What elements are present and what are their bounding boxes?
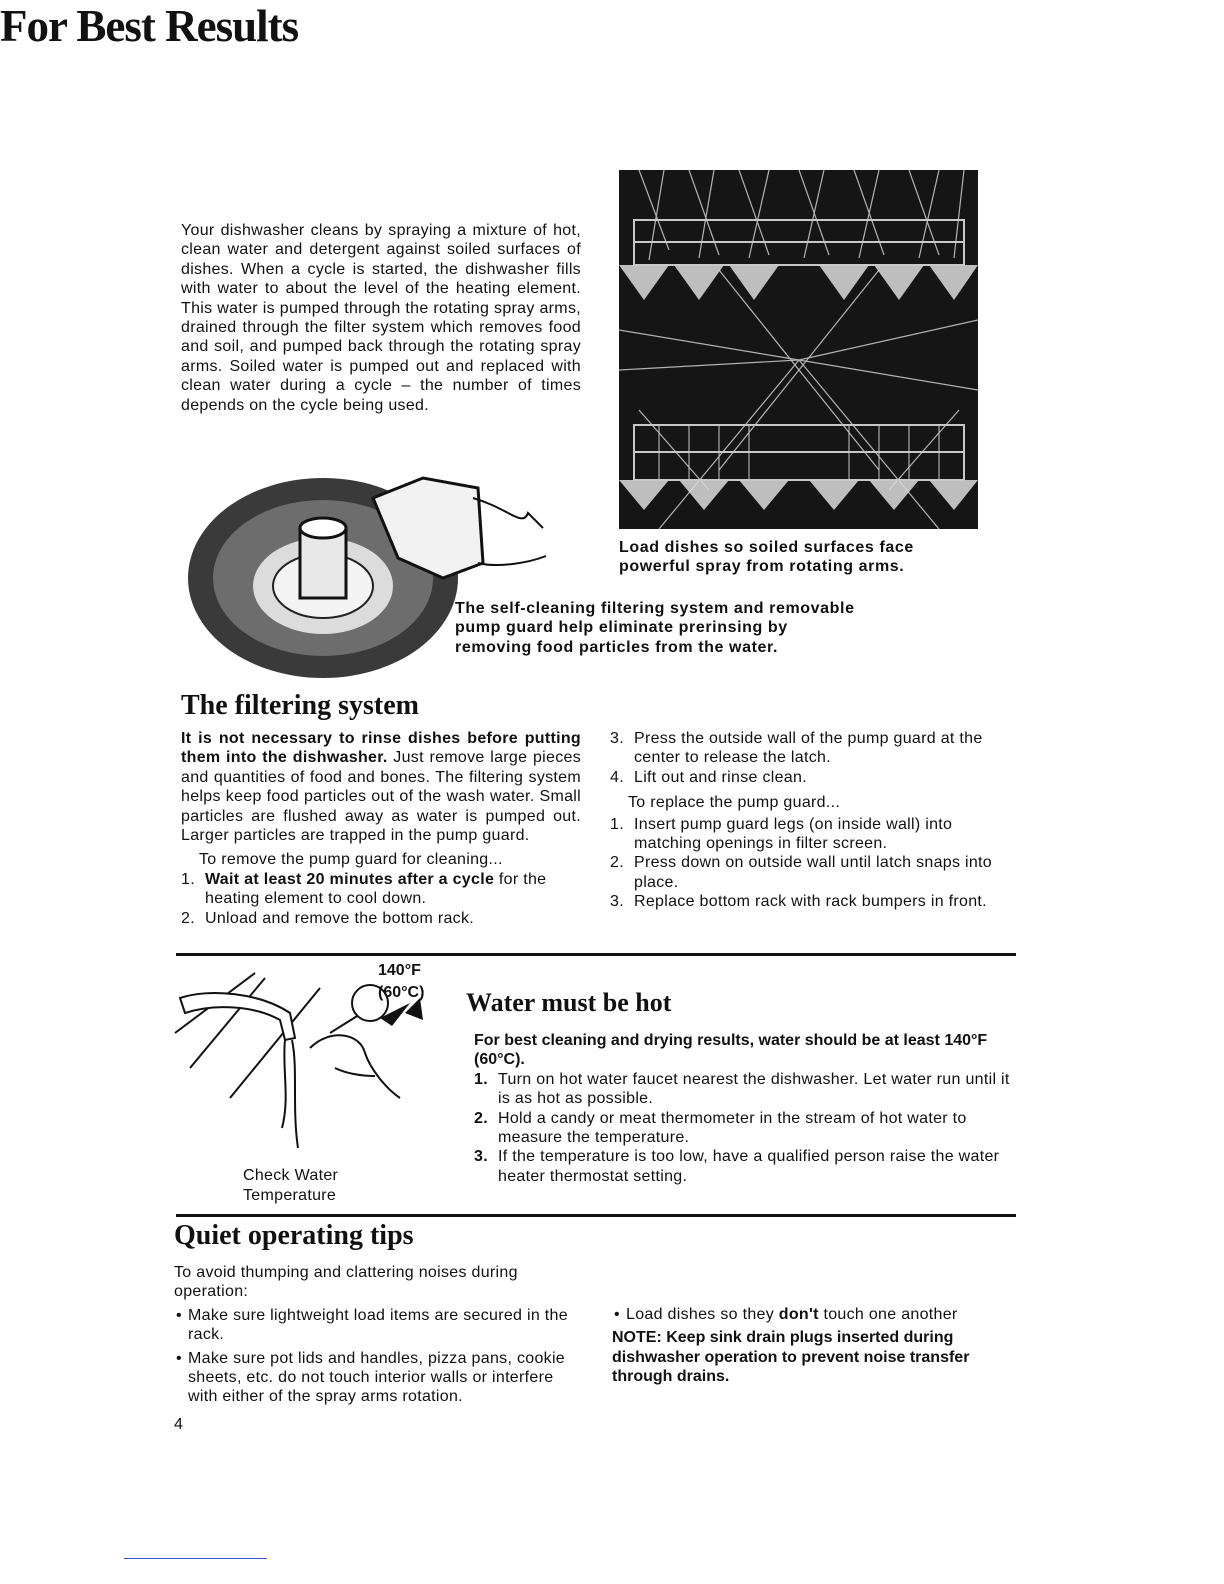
water-body [474,1031,1014,1186]
section-divider [176,1214,1016,1217]
remove-intro: To remove the pump guard for cleaning... [199,851,503,869]
list-item: • Make sure pot lids and handles, pizza pans, cookie sheets, etc. do not touch interior walls or interfere with either of the spray arms rotation. [174,1349,574,1407]
dishwasher-spray-photo [619,170,978,529]
remove-steps-continued [610,729,1015,787]
replace-steps-list [610,815,1015,912]
list-item: 3. If the temperature is too low, have a qualified person raise the water heater thermostat setting. [474,1148,1000,1185]
faucet-caption: Check Water Temperature [243,1167,339,1204]
list-item: 1. Insert pump guard legs (on inside wall) into matching openings in filter screen. [610,815,953,853]
quiet-intro: To avoid thumping and clattering noises during operation: [174,1264,518,1301]
water-lead: For best cleaning and drying results, water should be at least 140°F (60°C). [474,1032,988,1069]
quiet-right-column [612,1305,1017,1387]
replace-intro: To replace the pump guard... [628,794,841,812]
intro-paragraph: Your dishwasher cleans by spraying a mixture of hot, clean water and detergent against soiled surfaces of dishes. When a cycle is started, the dishwasher fills with water to about the level of the heating element. This water is pumped through the rotating spray arms, drained through the filter system which removes food and soil, and pumped back through the rotating spray arms. Soiled water is pumped out and replaced with clean water during a cycle – the number of times depends on the cycle being used. [181,222,581,414]
list-item: 1. Wait at least 20 minutes after a cycle for the heating element to cool down. [181,870,547,908]
list-item: 1. Turn on hot water faucet nearest the dishwasher. Let water run until it is as hot as possible. [474,1070,1010,1108]
filtering-lead: It is not necessary to rinse dishes before putting them into the dishwasher. Just remove large pieces and quantities of food and bones. The filtering system helps keep food particles out of the wash water. Small particles are flushed away as water is pumped out. Larger particles are trapped in the pump guard. [181,730,581,845]
remove-steps-list [181,870,581,928]
filtering-right-column [610,729,1015,912]
water-heading: Water must be hot [466,988,672,1017]
faucet-illustration [170,958,470,1168]
page-title: For Best Results [0,1,299,51]
water-steps-list [474,1070,1014,1186]
filtering-heading: The filtering system [181,690,419,721]
list-item: 4. Lift out and rinse clean. [610,768,807,786]
list-item: 2. Press down on outside wall until latch snaps into place. [610,854,993,891]
list-item: 2. Hold a candy or meat thermometer in the stream of hot water to measure the temperature. [474,1109,967,1147]
footer-rule [124,1558,267,1559]
quiet-heading: Quiet operating tips [174,1220,414,1251]
list-item: 3. Replace bottom rack with rack bumpers in front. [610,893,987,911]
photo-caption: Load dishes so soiled surfaces face powerful spray from rotating arms. [619,539,914,576]
list-item: 3. Press the outside wall of the pump guard at the center to release the latch. [610,730,983,767]
list-item: • Load dishes so they don't touch one another [612,1305,1017,1324]
quiet-note: NOTE: Keep sink drain plugs inserted during dishwasher operation to prevent noise transfer through drains. [612,1329,970,1386]
section-divider [176,953,1016,956]
filter-caption: The self-cleaning filtering system and removable pump guard help eliminate prerinsing by removing food particles from the water. [455,600,855,656]
page-number: 4 [174,1416,183,1433]
faucet-graphic [170,958,470,1168]
quiet-left-column [174,1263,574,1411]
quiet-bullets-left [174,1306,574,1407]
filtering-left-column [181,729,581,928]
quiet-bullets-right [612,1305,1017,1324]
list-item: • Make sure lightweight load items are secured in the rack. [174,1306,574,1345]
spray-photo-graphic [619,170,978,529]
temperature-label: 140°F (60°C) [378,962,425,1001]
list-item: 2. Unload and remove the bottom rack. [181,909,475,927]
